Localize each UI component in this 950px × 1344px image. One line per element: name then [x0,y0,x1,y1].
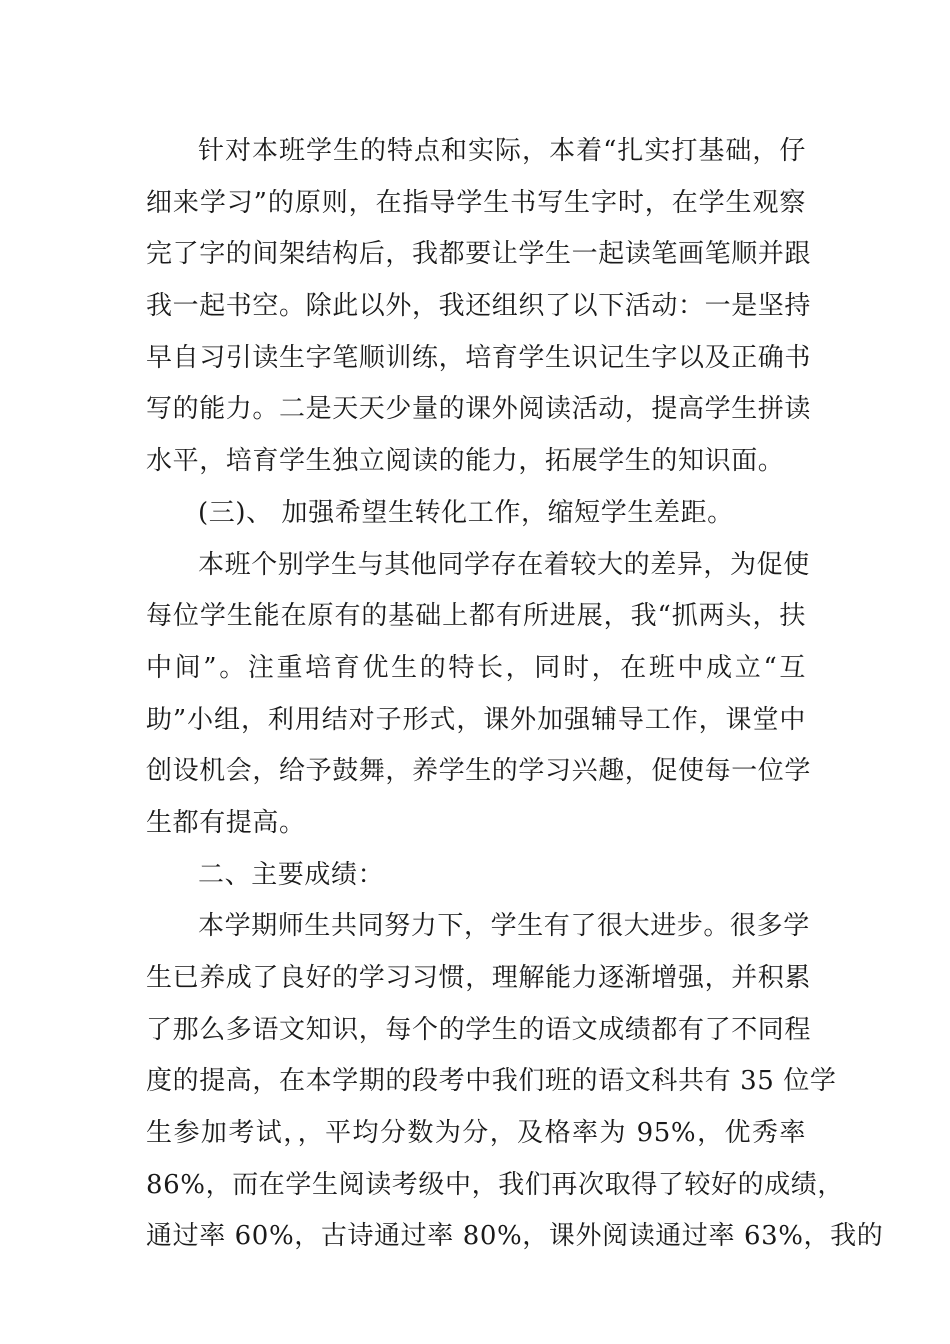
paragraph-line: 我一起书空。除此以外，我还组织了以下活动：一是坚持 [146,291,812,322]
paragraph-line: 完了字的间架结构后，我都要让学生一起读笔画笔顺并跟 [146,239,812,270]
paragraph-line: 86%，而在学生阅读考级中，我们再次取得了较好的成绩， [146,1169,844,1200]
section-heading: (三)、 加强希望生转化工作，缩短学生差距。 [198,497,734,528]
paragraph-line: 细来学习”的原则，在指导学生书写生字时，在学生观察 [146,187,806,218]
paragraph-line: 创设机会，给予鼓舞，养学生的学习兴趣，促使每一位学 [146,756,812,787]
paragraph-line: 本班个别学生与其他同学存在着较大的差异，为促使 [198,549,810,580]
paragraph-line: 水平，培育学生独立阅读的能力，拓展学生的知识面。 [146,446,785,477]
paragraph-line: 生都有提高。 [146,807,306,838]
document-body [146,126,884,1263]
paragraph-line: 写的能力。二是天天少量的课外阅读活动，提高学生拼读 [146,394,812,425]
paragraph-line: 针对本班学生的特点和实际，本着“扎实打基础，仔 [198,136,806,166]
paragraph-line: 每位学生能在原有的基础上都有所进展，我“抓两头，扶 [146,601,806,632]
paragraph-line: 了那么多语文知识，每个的学生的语文成绩都有了不同程 [146,1014,812,1045]
paragraph-line: 助”小组，利用结对子形式，课外加强辅导工作，课堂中 [146,704,806,735]
paragraph-line: 早自习引读生字笔顺训练，培育学生识记生字以及正确书 [146,342,812,373]
paragraph-line: 中间”。注重培育优生的特长，同时，在班中成立“互 [146,652,806,683]
paragraph-line: 通过率 60%，古诗通过率 80%，课外阅读通过率 63%，我的 [146,1221,884,1252]
section-heading: 二、主要成绩： [198,859,385,890]
paragraph-line: 生已养成了良好的学习习惯，理解能力逐渐增强，并积累 [146,963,812,993]
paragraph-line: 生参加考试，，平均分数为分，及格率为 95%，优秀率 [146,1118,806,1149]
paragraph-line: 本学期师生共同努力下，学生有了很大进步。很多学 [198,911,810,942]
paragraph-line: 度的提高，在本学期的段考中我们班的语文科共有 35 位学 [146,1066,837,1097]
